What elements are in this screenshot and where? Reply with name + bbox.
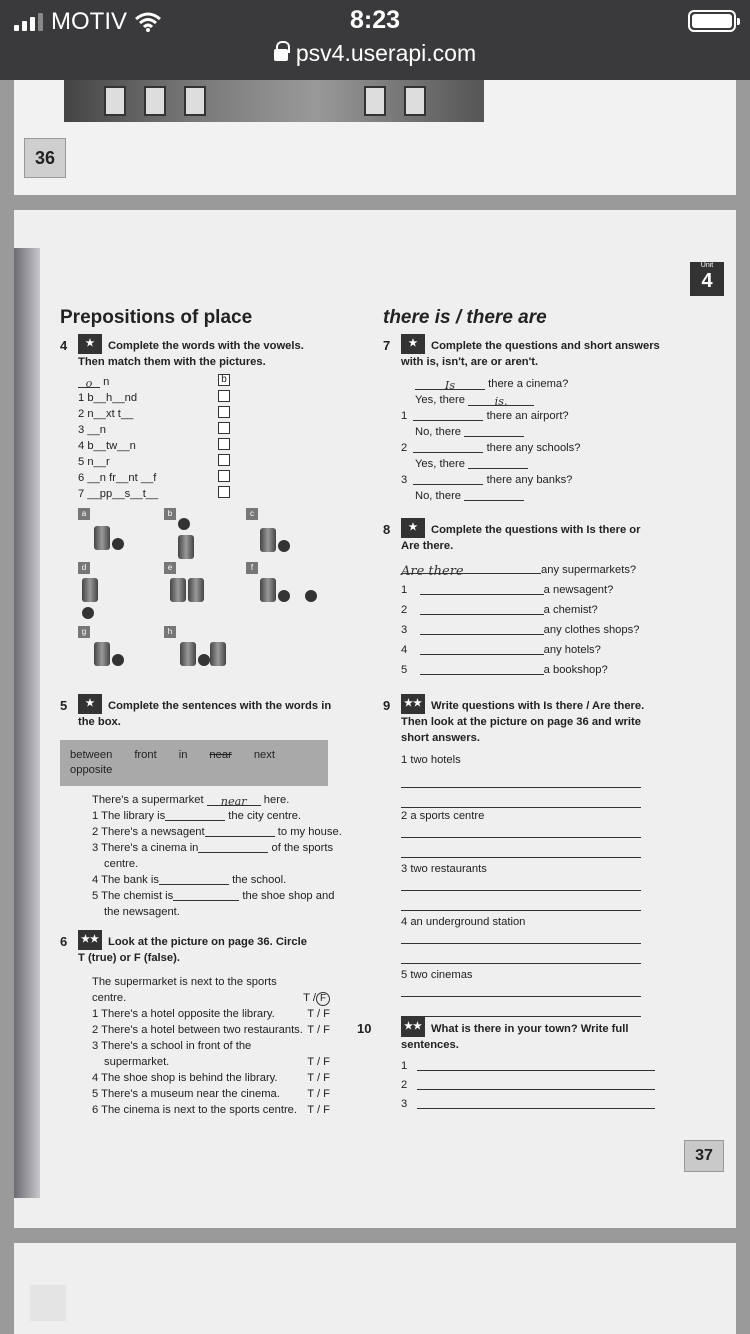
exercise-4-heading (60, 338, 360, 354)
item-text: 1 two hotels (401, 754, 461, 766)
list-item (78, 374, 360, 390)
instruction-cont: sentences. (401, 1039, 459, 1051)
sentence-part: the city centre. (228, 810, 302, 822)
picture-e (170, 578, 206, 607)
instruction-cont: the box. (78, 716, 121, 728)
answer-blank[interactable] (413, 409, 483, 421)
statement (92, 1054, 330, 1070)
example-question (415, 376, 673, 392)
answer-text: No, there (415, 490, 462, 502)
answer-blank[interactable] (417, 1078, 655, 1090)
sentence-part: centre. (104, 858, 139, 870)
exercise-4-pictures (60, 508, 360, 678)
item-text: a chemist? (543, 604, 598, 616)
instruction: Complete the questions with Is there or (431, 524, 641, 536)
answer-blank[interactable] (420, 663, 544, 675)
exercise-9-heading (383, 698, 673, 714)
list-item (78, 470, 360, 486)
true-false-choice[interactable]: T / F (307, 1088, 330, 1100)
word-item: 3 __n (78, 424, 106, 436)
exercise-10-lines (383, 1057, 673, 1114)
item-2: 2 a chemist? (401, 604, 598, 616)
workbook-page (14, 210, 736, 1228)
question-1: 1 there an airport? (401, 410, 569, 422)
writing-line (401, 1095, 673, 1114)
picture-label: c (246, 508, 258, 520)
picture-label: g (78, 626, 90, 638)
exercise-9-items (383, 752, 673, 1015)
word-option: between (70, 749, 113, 761)
answer-blank[interactable] (165, 809, 225, 821)
picture-label: f (246, 562, 258, 574)
section-title-prepositions: Prepositions of place (60, 307, 253, 328)
statement (92, 1006, 330, 1022)
word-item: 5 n__r (78, 456, 110, 468)
picture-b (178, 518, 196, 564)
lock-icon (274, 49, 288, 61)
next-page (14, 1243, 736, 1334)
picture-d (82, 578, 100, 624)
statement (92, 1086, 330, 1102)
true-false-choice[interactable]: T / F (307, 1056, 330, 1068)
instruction-cont: Are there. (401, 540, 454, 552)
statement (92, 1070, 330, 1086)
exercise-8-heading (383, 522, 673, 538)
sentence-part: 4 The bank is (92, 874, 159, 886)
word-item: 4 b__tw__n (78, 440, 136, 452)
sentence-part: here. (263, 794, 290, 806)
instruction: Complete the sentences with the words in (108, 700, 332, 712)
sentence-part: 5 The chemist is (92, 890, 174, 902)
match-box[interactable] (218, 470, 230, 482)
match-box[interactable] (218, 390, 230, 402)
item-text: 3 two restaurants (401, 863, 487, 875)
star-icon: ★ (78, 334, 102, 354)
sentence-4 (92, 872, 360, 888)
list-item (78, 486, 360, 502)
sentence-3 (92, 840, 360, 856)
page-number-36: 36 (24, 138, 66, 178)
answer-blank[interactable] (413, 473, 483, 485)
example-answer-line (415, 392, 673, 408)
exercise-7-heading (383, 338, 673, 354)
sentence-2 (92, 824, 360, 840)
statement (92, 1038, 330, 1054)
item-3: 3 any clothes shops? (401, 624, 640, 636)
answer-line[interactable] (401, 952, 641, 964)
item-text: 2 a sports centre (401, 810, 485, 822)
star-icon: ★★ (78, 930, 102, 950)
answer-blank[interactable] (420, 623, 544, 635)
picture-label: h (164, 626, 176, 638)
previous-page (14, 80, 736, 195)
exercise-8-items (383, 560, 673, 680)
item (401, 752, 673, 808)
line-number: 2 (401, 1079, 408, 1091)
answer-line[interactable] (401, 932, 641, 944)
example-item (401, 560, 673, 580)
answer-blank[interactable] (420, 583, 544, 595)
statement-text: 4 The shoe shop is behind the library. (92, 1072, 278, 1084)
exercise-number: 8 (383, 522, 391, 537)
picture-h (180, 642, 228, 671)
word-option: next (253, 749, 275, 761)
example-word: n (100, 376, 110, 388)
instruction-cont: Then match them with the pictures. (78, 356, 266, 368)
answer-blank[interactable] (468, 457, 528, 469)
match-box[interactable]: b (218, 374, 230, 386)
statement-text: supermarket. (104, 1056, 170, 1068)
word-option: front (134, 749, 157, 761)
match-box[interactable] (218, 406, 230, 418)
left-column (60, 306, 360, 1118)
answer-2 (415, 456, 673, 472)
match-box[interactable] (218, 486, 230, 498)
statement (92, 1102, 330, 1118)
exercise-number: 9 (383, 698, 391, 713)
true-false-choice[interactable]: T / F (307, 1024, 330, 1036)
picture-a (94, 526, 124, 555)
picture-label: a (78, 508, 90, 520)
sentence-part: of the sports (271, 842, 334, 854)
answer-line[interactable] (401, 826, 641, 838)
example-answer: Are there (401, 562, 541, 574)
word-option: near (209, 749, 232, 761)
answer-line[interactable] (401, 985, 641, 997)
answer-blank[interactable] (413, 441, 483, 453)
instruction: Write questions with Is there / Are there. (431, 700, 645, 712)
item (401, 914, 673, 967)
picture-f (260, 578, 317, 607)
exercise-6-statements (60, 974, 330, 1118)
question-2: 2 there any schools? (401, 442, 581, 454)
writing-line (401, 1076, 673, 1095)
url-text: psv4.userapi.com (295, 40, 477, 66)
answer-line[interactable] (401, 796, 641, 808)
statement (92, 1022, 330, 1038)
town-illustration (64, 80, 484, 122)
exercise-number: 7 (383, 338, 391, 353)
match-box[interactable] (218, 438, 230, 450)
line-number: 1 (401, 1060, 408, 1072)
statement-text: centre. (92, 992, 127, 1004)
question-3: 3 there any banks? (401, 474, 573, 486)
answer-blank[interactable] (420, 603, 544, 615)
sentence-part: the school. (232, 874, 287, 886)
picture-c (260, 528, 290, 557)
statement-text: 6 The cinema is next to the sports centre. (92, 1104, 298, 1116)
sentence-part: the newsagent. (104, 906, 180, 918)
sentence-part: to my house. (277, 826, 342, 838)
clock: 8:23 (349, 6, 401, 34)
carrier-name: MOTIV (51, 8, 127, 35)
unit-number: 4 (701, 270, 713, 292)
instruction: Complete the questions and short answers (431, 340, 660, 352)
statement-text: 2 There's a hotel between two restaurants. (92, 1024, 303, 1036)
answer-line[interactable] (401, 879, 641, 891)
word-option: opposite (70, 764, 113, 776)
statement-text: 5 There's a museum near the cinema. (92, 1088, 280, 1100)
item-text: 5 two cinemas (401, 969, 473, 981)
answer-text: Yes, there (415, 394, 465, 406)
exercise-number: 10 (357, 1021, 372, 1036)
question-text: there a cinema? (488, 378, 569, 390)
question-text: there any banks? (486, 474, 573, 486)
instruction-cont: short answers. (401, 732, 480, 744)
exercise-6-heading (60, 934, 360, 950)
line-number: 3 (401, 1098, 408, 1110)
star-icon: ★★ (401, 694, 425, 714)
star-icon: ★ (401, 334, 425, 354)
example-answer: o (78, 376, 100, 388)
exercise-number: 6 (60, 934, 68, 949)
faded-icon (30, 1285, 66, 1321)
false-circled: F (316, 992, 330, 1006)
exercise-4-list (60, 374, 360, 502)
answer-blank[interactable] (417, 1097, 655, 1109)
item-text: 4 an underground station (401, 916, 526, 928)
answer-text: Yes, there (415, 458, 465, 470)
word-item: 2 n__xt t__ (78, 408, 134, 420)
answer-text: No, there (415, 426, 462, 438)
instruction: Complete the words with the vowels. (108, 340, 304, 352)
example-answer: near (207, 794, 261, 806)
word-item: 6 __n fr__nt __f (78, 472, 157, 484)
true-false-choice[interactable] (303, 990, 330, 1006)
answer-line[interactable] (401, 1005, 641, 1017)
exercise-number: 5 (60, 698, 68, 713)
instruction: Look at the picture on page 36. Circle (108, 936, 307, 948)
statement-text: 3 There's a school in front of the (92, 1040, 252, 1052)
exercise-5-heading (60, 698, 360, 714)
true-false-choice[interactable]: T / F (307, 1008, 330, 1020)
item (401, 808, 673, 861)
word-option: in (178, 749, 188, 761)
address-bar[interactable] (0, 40, 750, 67)
example-answer: is. (468, 394, 534, 406)
question-text: there any schools? (486, 442, 581, 454)
item-text: any supermarkets? (541, 564, 637, 576)
page-number-37: 37 (684, 1140, 724, 1172)
sentence-part: the shoe shop and (242, 890, 335, 902)
answer-blank[interactable] (417, 1059, 655, 1071)
statement-text: 1 There's a hotel opposite the library. (92, 1008, 275, 1020)
answer-blank[interactable] (420, 643, 544, 655)
match-box[interactable] (218, 422, 230, 434)
sentence-part: 3 There's a cinema in (92, 842, 199, 854)
sentence-part: 2 There's a newsagent (92, 826, 205, 838)
item-4: 4 any hotels? (401, 644, 601, 656)
answer-blank[interactable] (464, 425, 524, 437)
writing-line (401, 1057, 673, 1076)
answer-line[interactable] (401, 776, 641, 788)
sentence-part: There's a supermarket (92, 794, 204, 806)
item (401, 967, 673, 1015)
picture-label: e (164, 562, 176, 574)
instruction-cont: Then look at the picture on page 36 and write (401, 716, 641, 728)
exercise-7-items (383, 376, 673, 504)
item-5: 5 a bookshop? (401, 664, 608, 676)
unit-label: Unit (700, 262, 714, 269)
instruction: What is there in your town? Write full (431, 1023, 629, 1035)
answer-line[interactable] (401, 846, 641, 858)
exercise-5-sentences (60, 792, 360, 920)
match-box[interactable] (218, 454, 230, 466)
answer-blank[interactable] (464, 489, 524, 501)
answer-line[interactable] (401, 899, 641, 911)
list-item (78, 438, 360, 454)
unit-badge (690, 262, 724, 296)
question-text: there an airport? (486, 410, 569, 422)
star-icon: ★★ (401, 1017, 425, 1037)
sentence-1 (92, 808, 360, 824)
status-bar (0, 0, 750, 80)
item (401, 861, 673, 914)
list-item (78, 390, 360, 406)
exercise-number: 4 (60, 338, 68, 353)
item-text: any clothes shops? (543, 624, 640, 636)
word-item: 7 __pp__s__t__ (78, 488, 159, 500)
star-icon: ★ (401, 518, 425, 538)
true-false-choice[interactable]: T / F (307, 1072, 330, 1084)
picture-label: d (78, 562, 90, 574)
answer-blank[interactable] (198, 841, 268, 853)
star-icon: ★ (78, 694, 102, 714)
answer-blank[interactable] (173, 889, 239, 901)
word-item: 1 b__h__nd (78, 392, 138, 404)
true-option: T / (303, 992, 316, 1004)
answer-blank[interactable] (159, 873, 229, 885)
picture-label: b (164, 508, 176, 520)
right-column (357, 306, 673, 1114)
battery-icon (688, 10, 736, 32)
list-item (78, 406, 360, 422)
list-item (78, 454, 360, 470)
item-text: any hotels? (543, 644, 601, 656)
answer-blank[interactable] (205, 825, 275, 837)
answer-1 (415, 424, 673, 440)
exercise-10-heading (357, 1021, 673, 1037)
item-text: a bookshop? (543, 664, 608, 676)
item-1: 1 a newsagent? (401, 584, 614, 596)
item-text: a newsagent? (543, 584, 614, 596)
section-title-there-is: there is / there are (383, 307, 547, 328)
instruction-cont: T (true) or F (false). (78, 952, 180, 964)
example-sentence (92, 792, 360, 808)
answer-3 (415, 488, 673, 504)
picture-g (94, 642, 124, 671)
example-statement (92, 990, 330, 1006)
list-item (78, 422, 360, 438)
page-binding-shadow (14, 248, 40, 1198)
true-false-choice[interactable]: T / F (307, 1104, 330, 1116)
word-box (60, 740, 328, 786)
statement-text: The supermarket is next to the sports (92, 976, 277, 988)
instruction-cont: with is, isn't, are or aren't. (401, 356, 539, 368)
example-answer: Is (415, 378, 485, 390)
sentence-5 (92, 888, 360, 904)
sentence-part: 1 The library is (92, 810, 166, 822)
